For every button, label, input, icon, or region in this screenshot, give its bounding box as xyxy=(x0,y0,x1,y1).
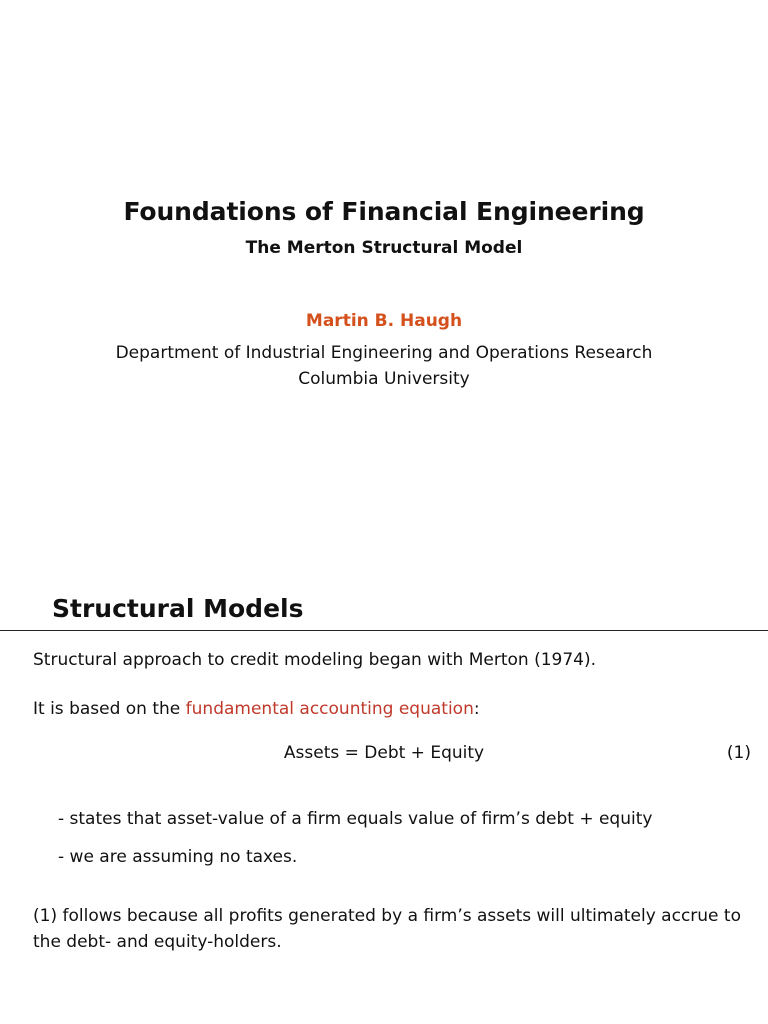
intro-paragraph: Structural approach to credit modeling began with Merton (1974). xyxy=(33,650,597,670)
equation-number: (1) xyxy=(726,743,751,763)
accounting-suffix: : xyxy=(473,699,480,719)
bullet-item: - states that asset-value of a firm equals value of firm’s debt + equity xyxy=(58,809,653,829)
accounting-equation: Assets = Debt + Equity xyxy=(283,743,485,763)
accounting-paragraph xyxy=(33,696,480,722)
affiliation-department: Department of Industrial Engineering and Operations Research xyxy=(115,343,653,363)
title-divider xyxy=(0,630,768,631)
author-name: Martin B. Haugh xyxy=(305,311,463,331)
bullet-item: - we are assuming no taxes. xyxy=(58,847,298,867)
frame-title: Structural Models xyxy=(52,594,304,623)
conclusion-paragraph: (1) follows because all profits generated by a firm’s assets will ultimately accrue to the debt- and equity-holders. xyxy=(33,906,741,952)
accounting-highlight: fundamental accounting equation xyxy=(185,699,474,719)
affiliation-university: Columbia University xyxy=(298,369,470,389)
presentation-title: Foundations of Financial Engineering xyxy=(123,197,645,226)
content-slide xyxy=(0,560,768,1024)
accounting-prefix: It is based on the xyxy=(33,699,186,719)
presentation-subtitle: The Merton Structural Model xyxy=(245,238,523,258)
